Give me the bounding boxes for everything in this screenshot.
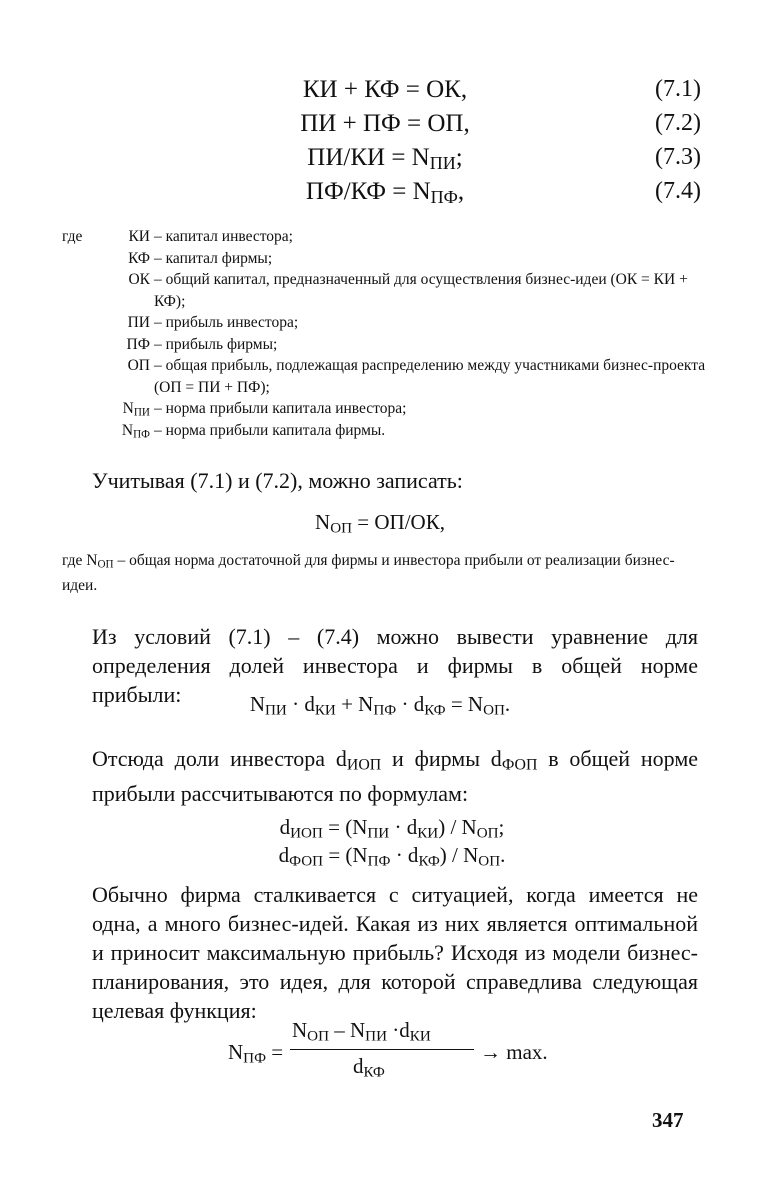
definition-item [62,248,712,270]
definition-term: ОК [128,271,150,288]
paragraph-3: Отсюда доли инвестора $d_{ИОП}$ и фирмы $d_{ФОП}$ в общей норме прибыли рассчитываются по формулам: [92,746,699,807]
equation-shares: $N_{ПИ} \cdot d_{КИ} + N_{ПФ} \cdot d_{КФ} = N_{ОП}$. [249,692,511,719]
definition-item [62,420,712,442]
definition-term: $N_{ПФ}$ [121,421,150,440]
equation-nop: $N_{ОП} = ОП/ОК$, [315,510,445,537]
equation-number: (7.3) [655,144,701,170]
note-nop: где $N_{ОП}$ – общая норма достаточной для фирмы и инвестора прибыли от реализации бизнес-идеи. [62,552,675,595]
definition-term: ПФ [126,335,150,353]
equation-body: КИ + КФ = ОК, [302,76,468,103]
equation-number: (7.2) [655,110,701,136]
paragraph-1: Учитывая (7.1) и (7.2), можно записать: [92,468,463,493]
definition-item [62,398,712,420]
definition-item [62,312,712,334]
definition-text: – норма прибыли капитала фирмы. [154,421,386,439]
fraction-bar [290,1049,474,1050]
definition-text: – общая прибыль, подлежащая распределению между участниками бизнес-проекта (ОП = ПИ + ПФ); [154,357,706,396]
equation-body: $ПФ/КФ = N_{ПФ}$, [305,178,465,207]
paragraph-4: Обычно фирма сталкивается с ситуацией, когда имеется не одна, а много бизнес-идей. Какая из них является оптимальной и приносит максимальную прибыль? Исходя из модели бизнес-планирования, это идея, для которой справедлива следующая целевая функция: [92,882,698,1023]
paragraph-2: Из условий (7.1) – (7.4) можно вывести уравнение для определения долей инвестора и фирмы в общей норме прибыли: [92,624,698,707]
definition-term: ПИ [127,314,150,331]
definition-item [62,334,712,356]
equation-number: (7.1) [655,76,701,102]
definition-term: КИ [128,228,150,245]
page-number: 347 [652,1108,684,1132]
fraction-numerator: $N_{ОП} - N_{ПИ} \cdot d_{КИ}$ [292,1018,431,1045]
equation-body: ПИ + ПФ = ОП, [300,110,470,137]
definition-term: $N_{ПИ}$ [122,400,150,419]
max-arrow: → max. [480,1040,548,1064]
objective-lhs: $N_{ПФ}$ = [228,1040,284,1067]
definitions-list [62,226,712,441]
definition-term: ОП [127,357,150,374]
definition-text: – прибыль инвестора; [154,314,299,331]
equation-number: (7.4) [655,178,701,204]
fraction-denominator: $d_{КФ}$ [353,1054,385,1081]
equation-7-3 [0,144,760,178]
definition-text: – прибыль фирмы; [154,335,278,353]
definition-item [62,269,712,312]
definition-text: – норма прибыли капитала инвестора; [154,400,407,417]
where-label: где [62,228,83,245]
definition-text: – капитал инвестора; [154,228,293,245]
equation-d-iop: $d_{ИОП} = (N_{ПИ} \cdot d_{КИ}) / N_{ОП}$; [279,815,505,842]
equation-7-1 [0,76,760,110]
definition-item [62,226,712,248]
definition-item [62,355,712,398]
equation-d-fop: $d_{ФОП} = (N_{ПФ} \cdot d_{КФ}) / N_{ОП}$. [278,843,506,870]
definition-text: – капитал фирмы; [154,249,273,267]
definition-text: – общий капитал, предназначенный для осуществления бизнес-идеи (ОК = КИ + КФ); [154,271,688,310]
objective-function [228,1018,548,1088]
equation-body: $ПИ/КИ = N_{ПИ}$; [307,144,463,173]
equation-7-4 [0,178,760,212]
definition-term: КФ [128,249,150,267]
equation-7-2 [0,110,760,144]
